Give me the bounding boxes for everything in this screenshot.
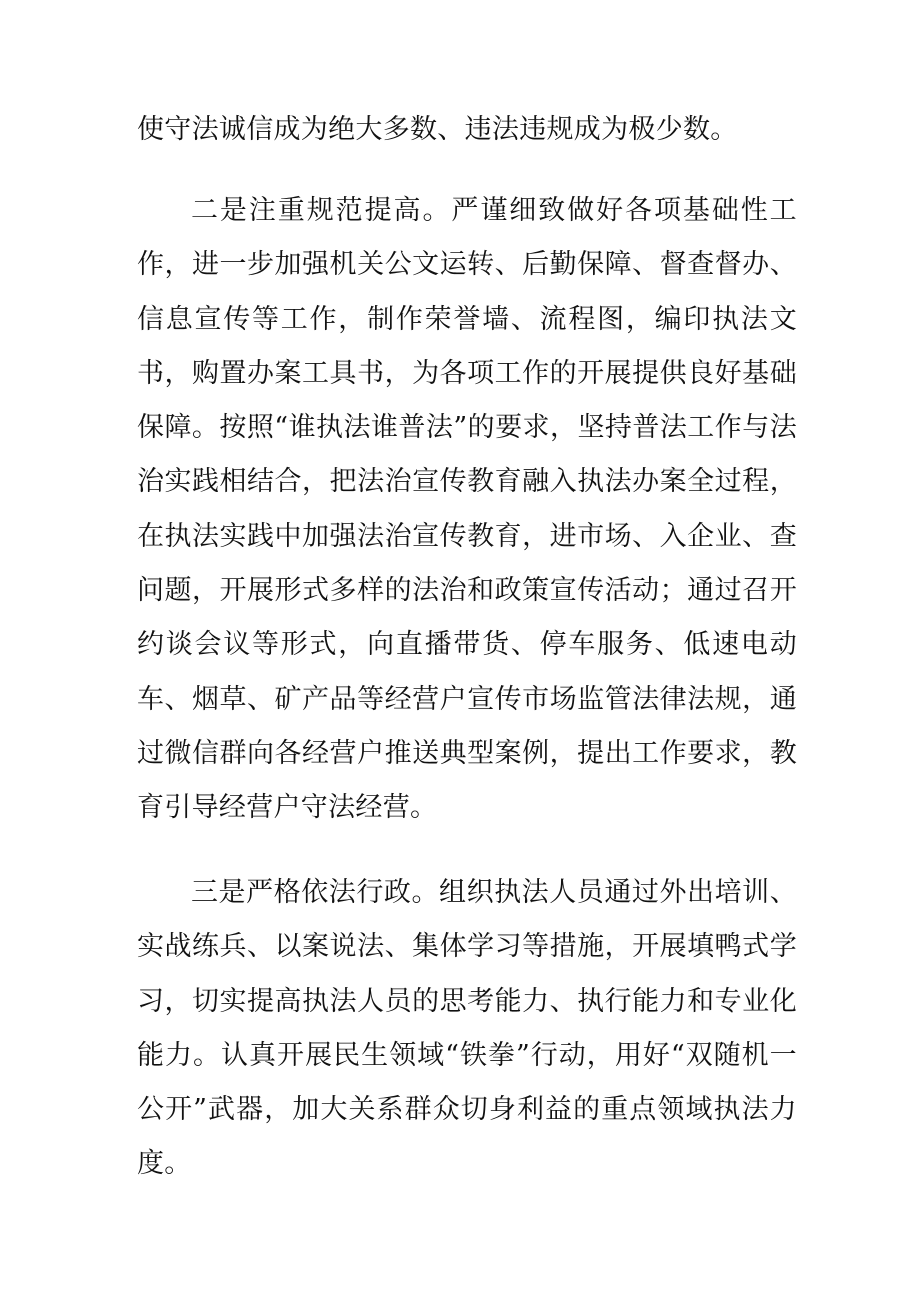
paragraph-text: 二是注重规范提高。严谨细致做好各项基础性工作，进一步加强机关公文运转、后勤保障、督查督办、信息宣传等工作，制作荣誉墙、流程图，编印执法文书，购置办案工具书，为各项工作的开展提供良好基础保障。按照“谁执法谁普法”的要求，坚持普法工作与法治实践相结合，把法治宣传教育融入执法办案全过程，在执法实践中加强法治宣传教育，进市场、入企业、查问题，开展形式多样的法治和政策宣传活动；通过召开约谈会议等形式，向直播带货、停车服务、低速电动车、烟草、矿产品等经营户宣传市场监管法律法规，通过微信群向各经营户推送典型案例，提出工作要求，教育引导经营户守法经营。	[137, 195, 797, 824]
paragraph-text: 三是严格依法行政。组织执法人员通过外出培训、实战练兵、以案说法、集体学习等措施，开展填鸭式学习，切实提高执法人员的思考能力、执行能力和专业化能力。认真开展民生领域“铁拳”行动，用好“双随机一公开”武器，加大关系群众切身利益的重点领域执法力度。	[137, 877, 797, 1180]
paragraph-standardization	[137, 184, 797, 836]
paragraph-text: 使守法诚信成为绝大多数、违法违规成为极少数。	[137, 114, 738, 145]
paragraph-continuation	[137, 103, 797, 157]
paragraph-administration	[137, 866, 797, 1192]
